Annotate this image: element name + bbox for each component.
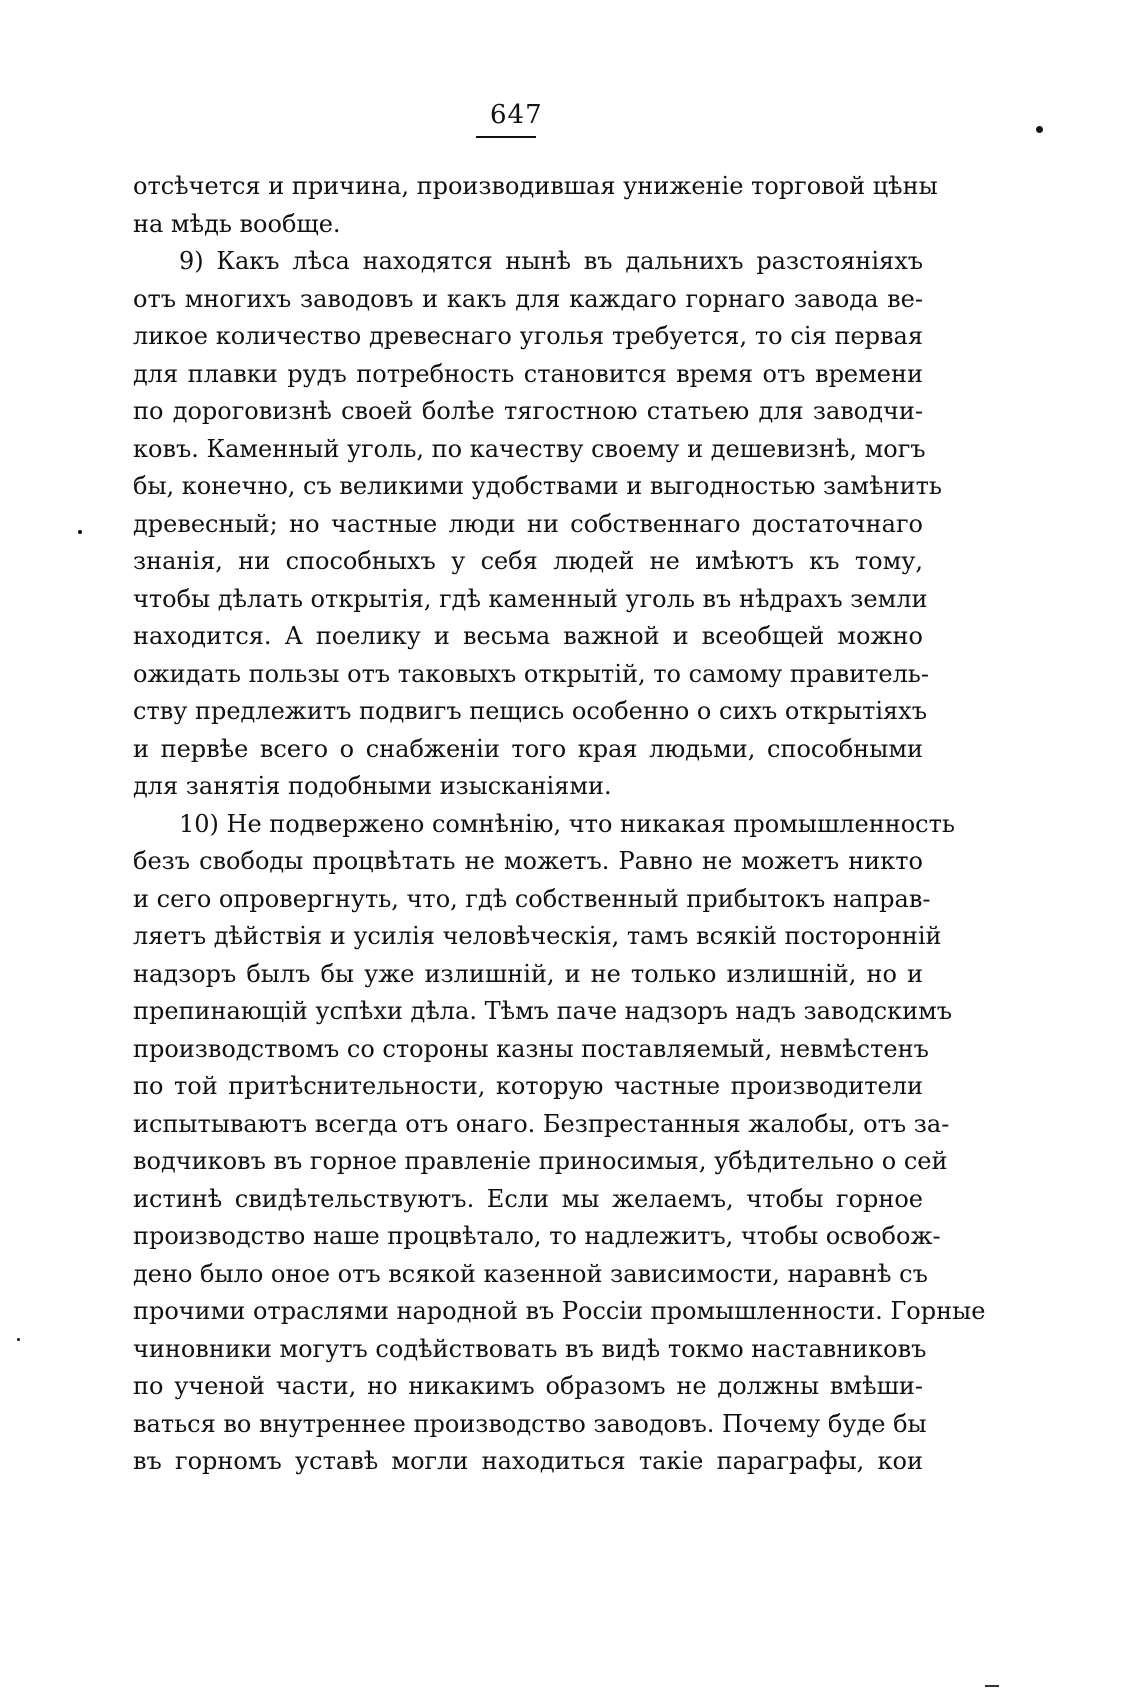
text-line: истинѣ свидѣтельствуютъ. Если мы желаемъ, чтобы горное (133, 1184, 923, 1213)
text-line: по дороговизнѣ своей болѣе тягостною статьею для заводчи- (133, 397, 923, 425)
ink-speck (1036, 126, 1043, 133)
text-line: древесный; но частные люди ни собственнаго достаточнаго (133, 509, 923, 538)
ink-speck (78, 530, 82, 534)
text-line: для плавки рудъ потребность становится время отъ времени (133, 359, 923, 388)
text-line: ковъ. Каменный уголь, по качеству своему и дешевизнѣ, могъ (133, 434, 926, 463)
text-line: препинающій успѣхи дѣла. Тѣмъ паче надзоръ надъ заводскимъ (133, 997, 953, 1025)
text-line: по ученой части, но никакимъ образомъ не должны вмѣши- (133, 1372, 923, 1400)
body-text (133, 168, 986, 1481)
margin-mark (985, 1685, 999, 1687)
text-line: ваться во внутреннее производство заводовъ. Почему буде бы (133, 1409, 927, 1438)
text-line: 10) Не подвержено сомнѣнію, что никакая промышленность (179, 809, 955, 838)
text-line: надзоръ былъ бы уже излишній, и не только излишній, но и (133, 959, 923, 988)
text-line: на мѣдь вообще. (133, 209, 341, 238)
text-line: ликое количество древеснаго уголья требуется, то сія первая (133, 322, 923, 350)
text-line: отсѣчется и причина, производившая униженіе торговой цѣны (133, 172, 938, 200)
text-line: и первѣе всего о снабженіи того края людьми, способными (133, 734, 923, 763)
text-line: безъ свободы процвѣтать не можетъ. Равно не можетъ никто (133, 847, 923, 875)
text-line: въ горномъ уставѣ могли находиться такіе параграфы, кои (133, 1447, 923, 1475)
text-line: находится. А поелику и весьма важной и всеобщей можно (133, 622, 923, 650)
text-line: ожидать пользы отъ таковыхъ открытій, то самому правитель- (133, 659, 929, 688)
text-line: производствомъ со стороны казны поставляемый, невмѣстенъ (133, 1034, 929, 1063)
text-line: чтобы дѣлать открытія, гдѣ каменный уголь въ нѣдрахъ земли (133, 584, 928, 613)
text-line: водчиковъ въ горное правленіе приносимыя, убѣдительно о сей (133, 1147, 948, 1175)
text-line: знанія, ни способныхъ у себя людей не имѣютъ къ тому, (133, 547, 923, 575)
text-line: испытываютъ всегда отъ онаго. Безпрестанныя жалобы, отъ за- (133, 1109, 950, 1138)
text-line: отъ многихъ заводовъ и какъ для каждаго горнаго завода ве- (133, 284, 923, 313)
text-line: прочими отраслями народной въ Россіи промышленности. Горные (133, 1297, 986, 1325)
text-line: ляетъ дѣйствія и усилія человѣческія, тамъ всякій посторонній (133, 922, 942, 950)
text-line: бы, конечно, съ великими удобствами и выгодностью замѣнить (133, 472, 942, 500)
page-number: 647 (490, 100, 543, 130)
text-line: ству предлежитъ подвигъ пещись особенно о сихъ открытіяхъ (133, 697, 927, 725)
text-line: производство наше процвѣтало, то надлежитъ, чтобы освобож- (133, 1222, 941, 1250)
text-line: дено было оное отъ всякой казенной зависимости, наравнѣ съ (133, 1259, 928, 1288)
page-number-underline (476, 136, 536, 138)
text-line: и сего опровергнуть, что, гдѣ собственный прибытокъ направ- (133, 884, 931, 913)
text-line: чиновники могутъ содѣйствовать въ видѣ токмо наставниковъ (133, 1334, 927, 1363)
text-line: 9) Какъ лѣса находятся нынѣ въ дальнихъ разстояніяхъ (179, 247, 923, 275)
text-line: по той притѣснительности, которую частные производители (133, 1072, 923, 1100)
text-line: для занятія подобными изысканіями. (133, 772, 612, 800)
ink-speck (17, 1338, 20, 1341)
